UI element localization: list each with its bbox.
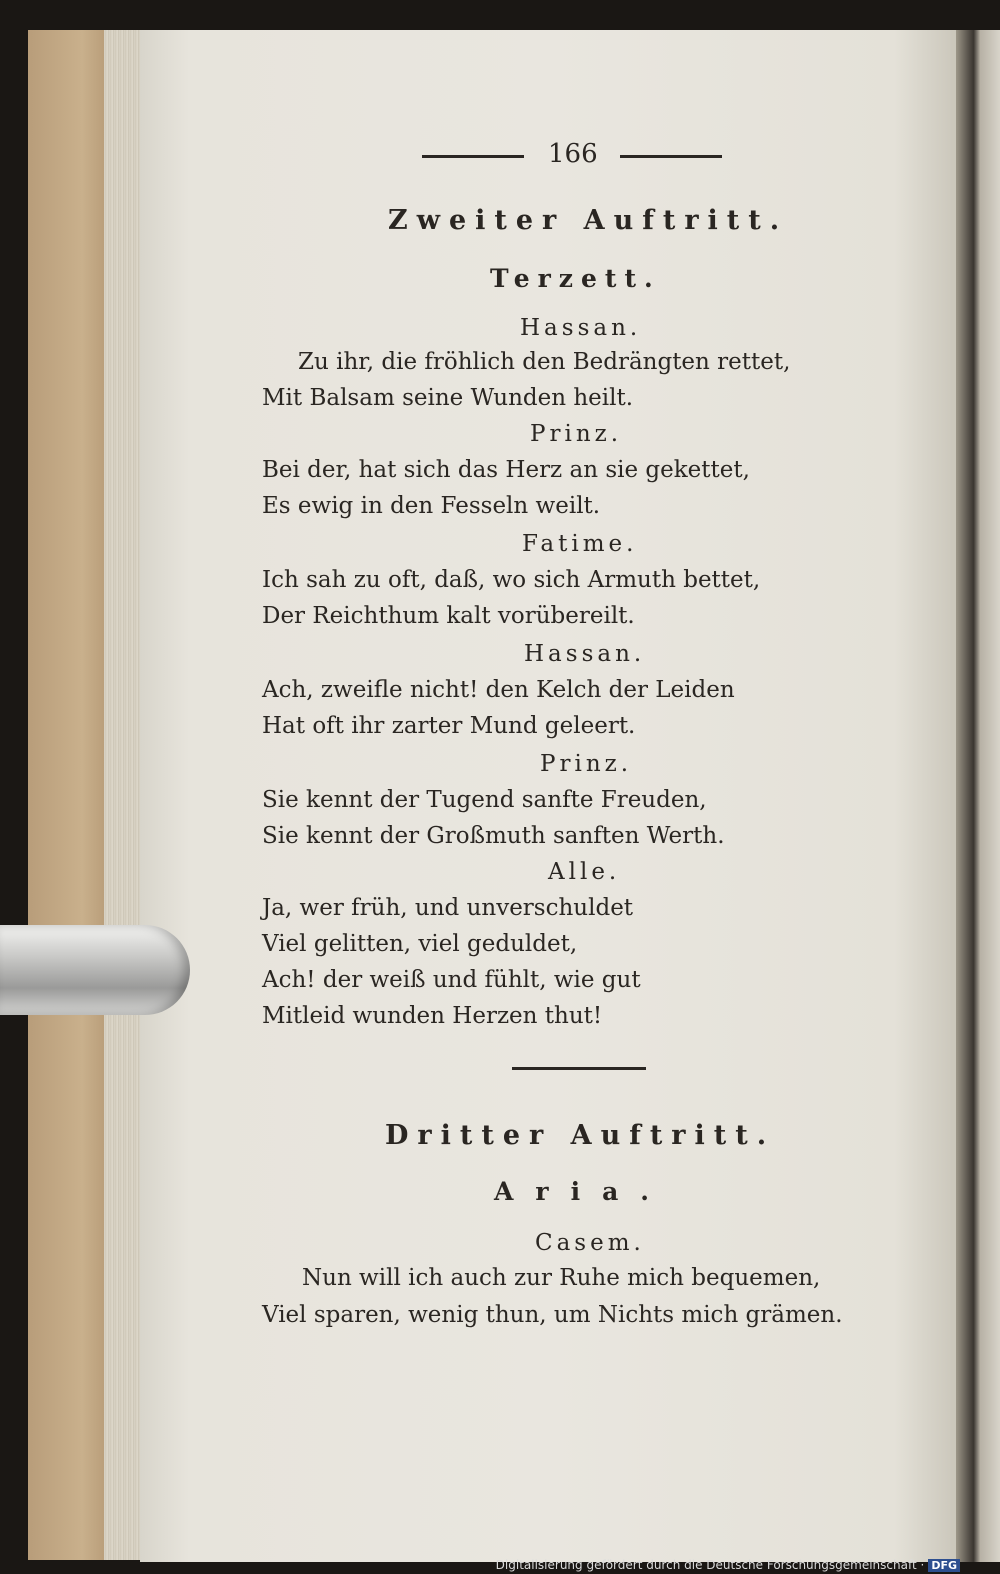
verse-line: Es ewig in den Fesseln weilt. bbox=[262, 493, 601, 519]
verse-line: Ach, zweifle nicht! den Kelch der Leiden bbox=[262, 677, 735, 703]
scene-divider bbox=[512, 1067, 646, 1070]
verse-line: Ja, wer früh, und unverschuldet bbox=[262, 895, 634, 921]
verse-line: Viel gelitten, viel geduldet, bbox=[262, 931, 578, 957]
header-rule-left bbox=[422, 155, 524, 158]
page-gutter-shadow bbox=[956, 30, 1000, 1562]
footer-credit bbox=[496, 1558, 960, 1572]
verse-line: Der Reichthum kalt vorübereilt. bbox=[262, 603, 635, 629]
verse-line: Hat oft ihr zarter Mund geleert. bbox=[262, 713, 636, 739]
verse-line: Viel sparen, wenig thun, um Nichts mich grämen. bbox=[262, 1302, 843, 1328]
speaker-name: Fatime. bbox=[522, 531, 638, 557]
speaker-name: Prinz. bbox=[540, 751, 633, 777]
verse-line: Mit Balsam seine Wunden heilt. bbox=[262, 385, 634, 411]
verse-line: Sie kennt der Großmuth sanften Werth. bbox=[262, 823, 725, 849]
speaker-name: Hassan. bbox=[524, 641, 646, 667]
speaker-name: Hassan. bbox=[520, 315, 642, 341]
verse-line: Nun will ich auch zur Ruhe mich bequemen, bbox=[302, 1265, 821, 1291]
speaker-name: Casem. bbox=[535, 1230, 645, 1256]
verse-line: Bei der, hat sich das Herz an sie gekettet, bbox=[262, 457, 750, 483]
verse-line: Ich sah zu oft, daß, wo sich Armuth bettet, bbox=[262, 567, 761, 593]
speaker-name: Prinz. bbox=[530, 421, 623, 447]
speaker-name: Alle. bbox=[548, 859, 621, 885]
verse-line: Sie kennt der Tugend sanfte Freuden, bbox=[262, 787, 707, 813]
verse-line: Ach! der weiß und fühlt, wie gut bbox=[262, 967, 641, 993]
scene-type: Terzett. bbox=[490, 264, 661, 293]
scene-title: Zweiter Auftritt. bbox=[388, 205, 789, 236]
dfg-logo: DFG bbox=[928, 1559, 960, 1572]
footer-text: Digitalisierung gefördert durch die Deutsche Forschungsgemeinschaft · bbox=[495, 1558, 925, 1572]
verse-line: Mitleid wunden Herzen thut! bbox=[262, 1003, 603, 1029]
verse-line: Zu ihr, die fröhlich den Bedrängten rettet, bbox=[298, 349, 791, 375]
page-clip-holder bbox=[0, 925, 190, 1015]
scene-type: Aria. bbox=[494, 1177, 671, 1206]
page-number: 166 bbox=[548, 139, 598, 169]
header-rule-right bbox=[620, 155, 722, 158]
scene-title: Dritter Auftritt. bbox=[385, 1120, 776, 1151]
